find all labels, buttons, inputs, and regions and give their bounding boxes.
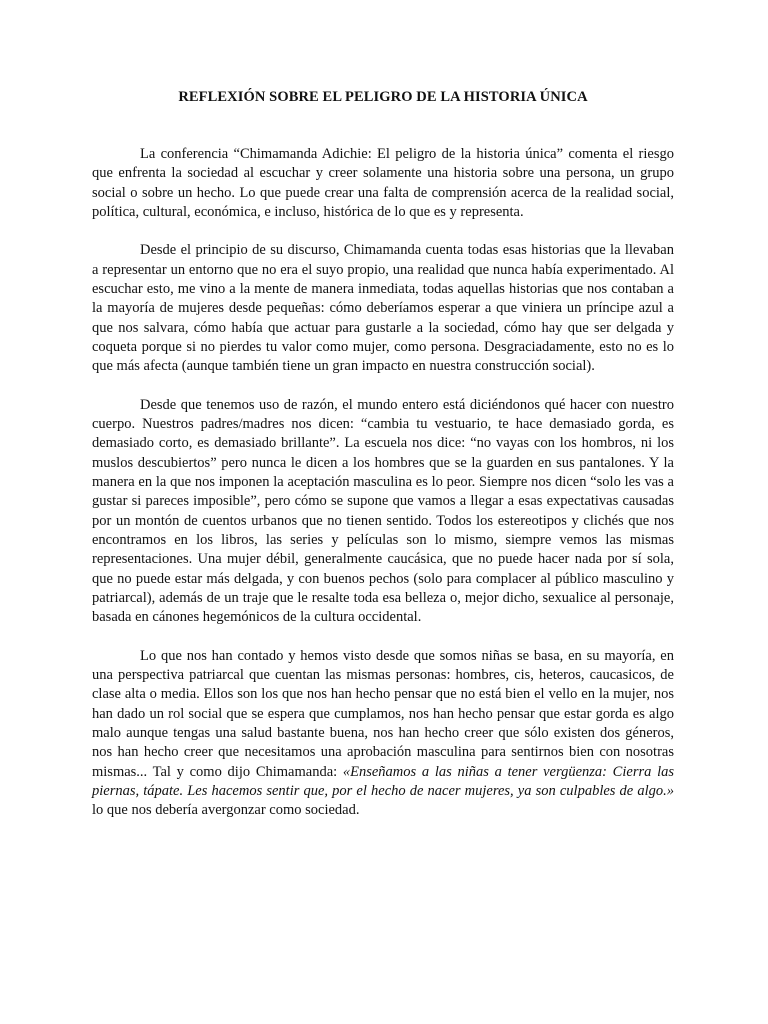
paragraph-4-ending: lo que nos debería avergonzar como sociedad. — [92, 802, 360, 819]
paragraph-1: La conferencia “Chimamanda Adichie: El peligro de la historia única” comenta el riesgo que enfrenta la sociedad al escuchar y creer solamente una historia sobre una persona, un grupo social o sobre un hecho. Lo que puede crear una falta de comprensión acerca de la realidad social, política, cultural, económica, e incluso, histórica de lo que es y representa. — [92, 146, 674, 220]
paragraph-4 — [92, 647, 674, 821]
document-body — [92, 145, 674, 840]
paragraph-3: Desde que tenemos uso de razón, el mundo entero está diciéndonos qué hacer con nuestro cuerpo. Nuestros padres/madres nos dicen: “cambia tu vestuario, te hace demasiado gorda, es demasiado corto, es demasiado brillante”. La escuela nos dice: “no vayas con los hombros, ni los muslos descubiertos” pero nunca le dicen a los hombres que se la guarden en sus pantalones. Y la manera en la que nos imponen la aceptación masculina es lo peor. Siempre nos dicen “solo les vas a gustar si pareces imposible”, pero cómo se supone que vamos a llegar a esas expectativas causadas por un montón de cuentos urbanos que no tienen sentido. Todos los estereotipos y clichés que nos encontramos en los libros, las series y películas son lo mismo, siempre vemos las mismas representaciones. Una mujer débil, generalmente caucásica, que no puede hacer nada por sí sola, que no puede estar más delgada, y con buenos pechos (solo para complacer al público masculino y patriarcal), además de un traje que le resalte toda esa belleza o, mejor dicho, sexualice al personaje, basada en cánones hegemónicos de la cultura occidental. — [92, 396, 674, 626]
document-title: REFLEXIÓN SOBRE EL PELIGRO DE LA HISTORIA ÚNICA — [178, 89, 588, 105]
chimamanda-quote: «Enseñamos a las niñas a tener vergüenza: Cierra las piernas, tápate. Les hacemos sentir que, por el hecho de nacer mujeres, ya son culpables de algo.» — [92, 763, 674, 799]
paragraph-4-text: Lo que nos han contado y hemos visto desde que somos niñas se basa, en su mayoría, en una perspectiva patriarcal que cuentan las mismas personas: hombres, cis, heteros, caucasicos, de clase alta o media. Ellos son los que nos han hecho pensar que no está bien el vello en la mujer, nos han dado un rol social que se espera que cumplamos, nos han hecho pensar que estar gorda es algo malo aunque tengas una salud bastante buena, nos han hecho creer que sólo existen dos géneros, nos han hecho creer que necesitamos una aprobación masculina para sentirnos bien con nosotras mismas... Tal y como dijo Chimamanda: — [92, 647, 674, 780]
paragraph-2: Desde el principio de su discurso, Chimamanda cuenta todas esas historias que la llevaban a representar un entorno que no era el suyo propio, una realidad que nunca había experimentado. Al escuchar esto, me vino a la mente de manera inmediata, todas aquellas historias que nos contaban a la mayoría de mujeres desde pequeñas: cómo deberíamos esperar a que viniera un príncipe azul a que nos salvara, cómo había que actuar para gustarle a la sociedad, cómo hay que ser delgada y coqueta porque si no pierdes tu valor como mujer, como persona. Desgraciadamente, esto no es lo que más afecta (aunque también tiene un gran impacto en nuestra construcción social). — [92, 242, 674, 375]
